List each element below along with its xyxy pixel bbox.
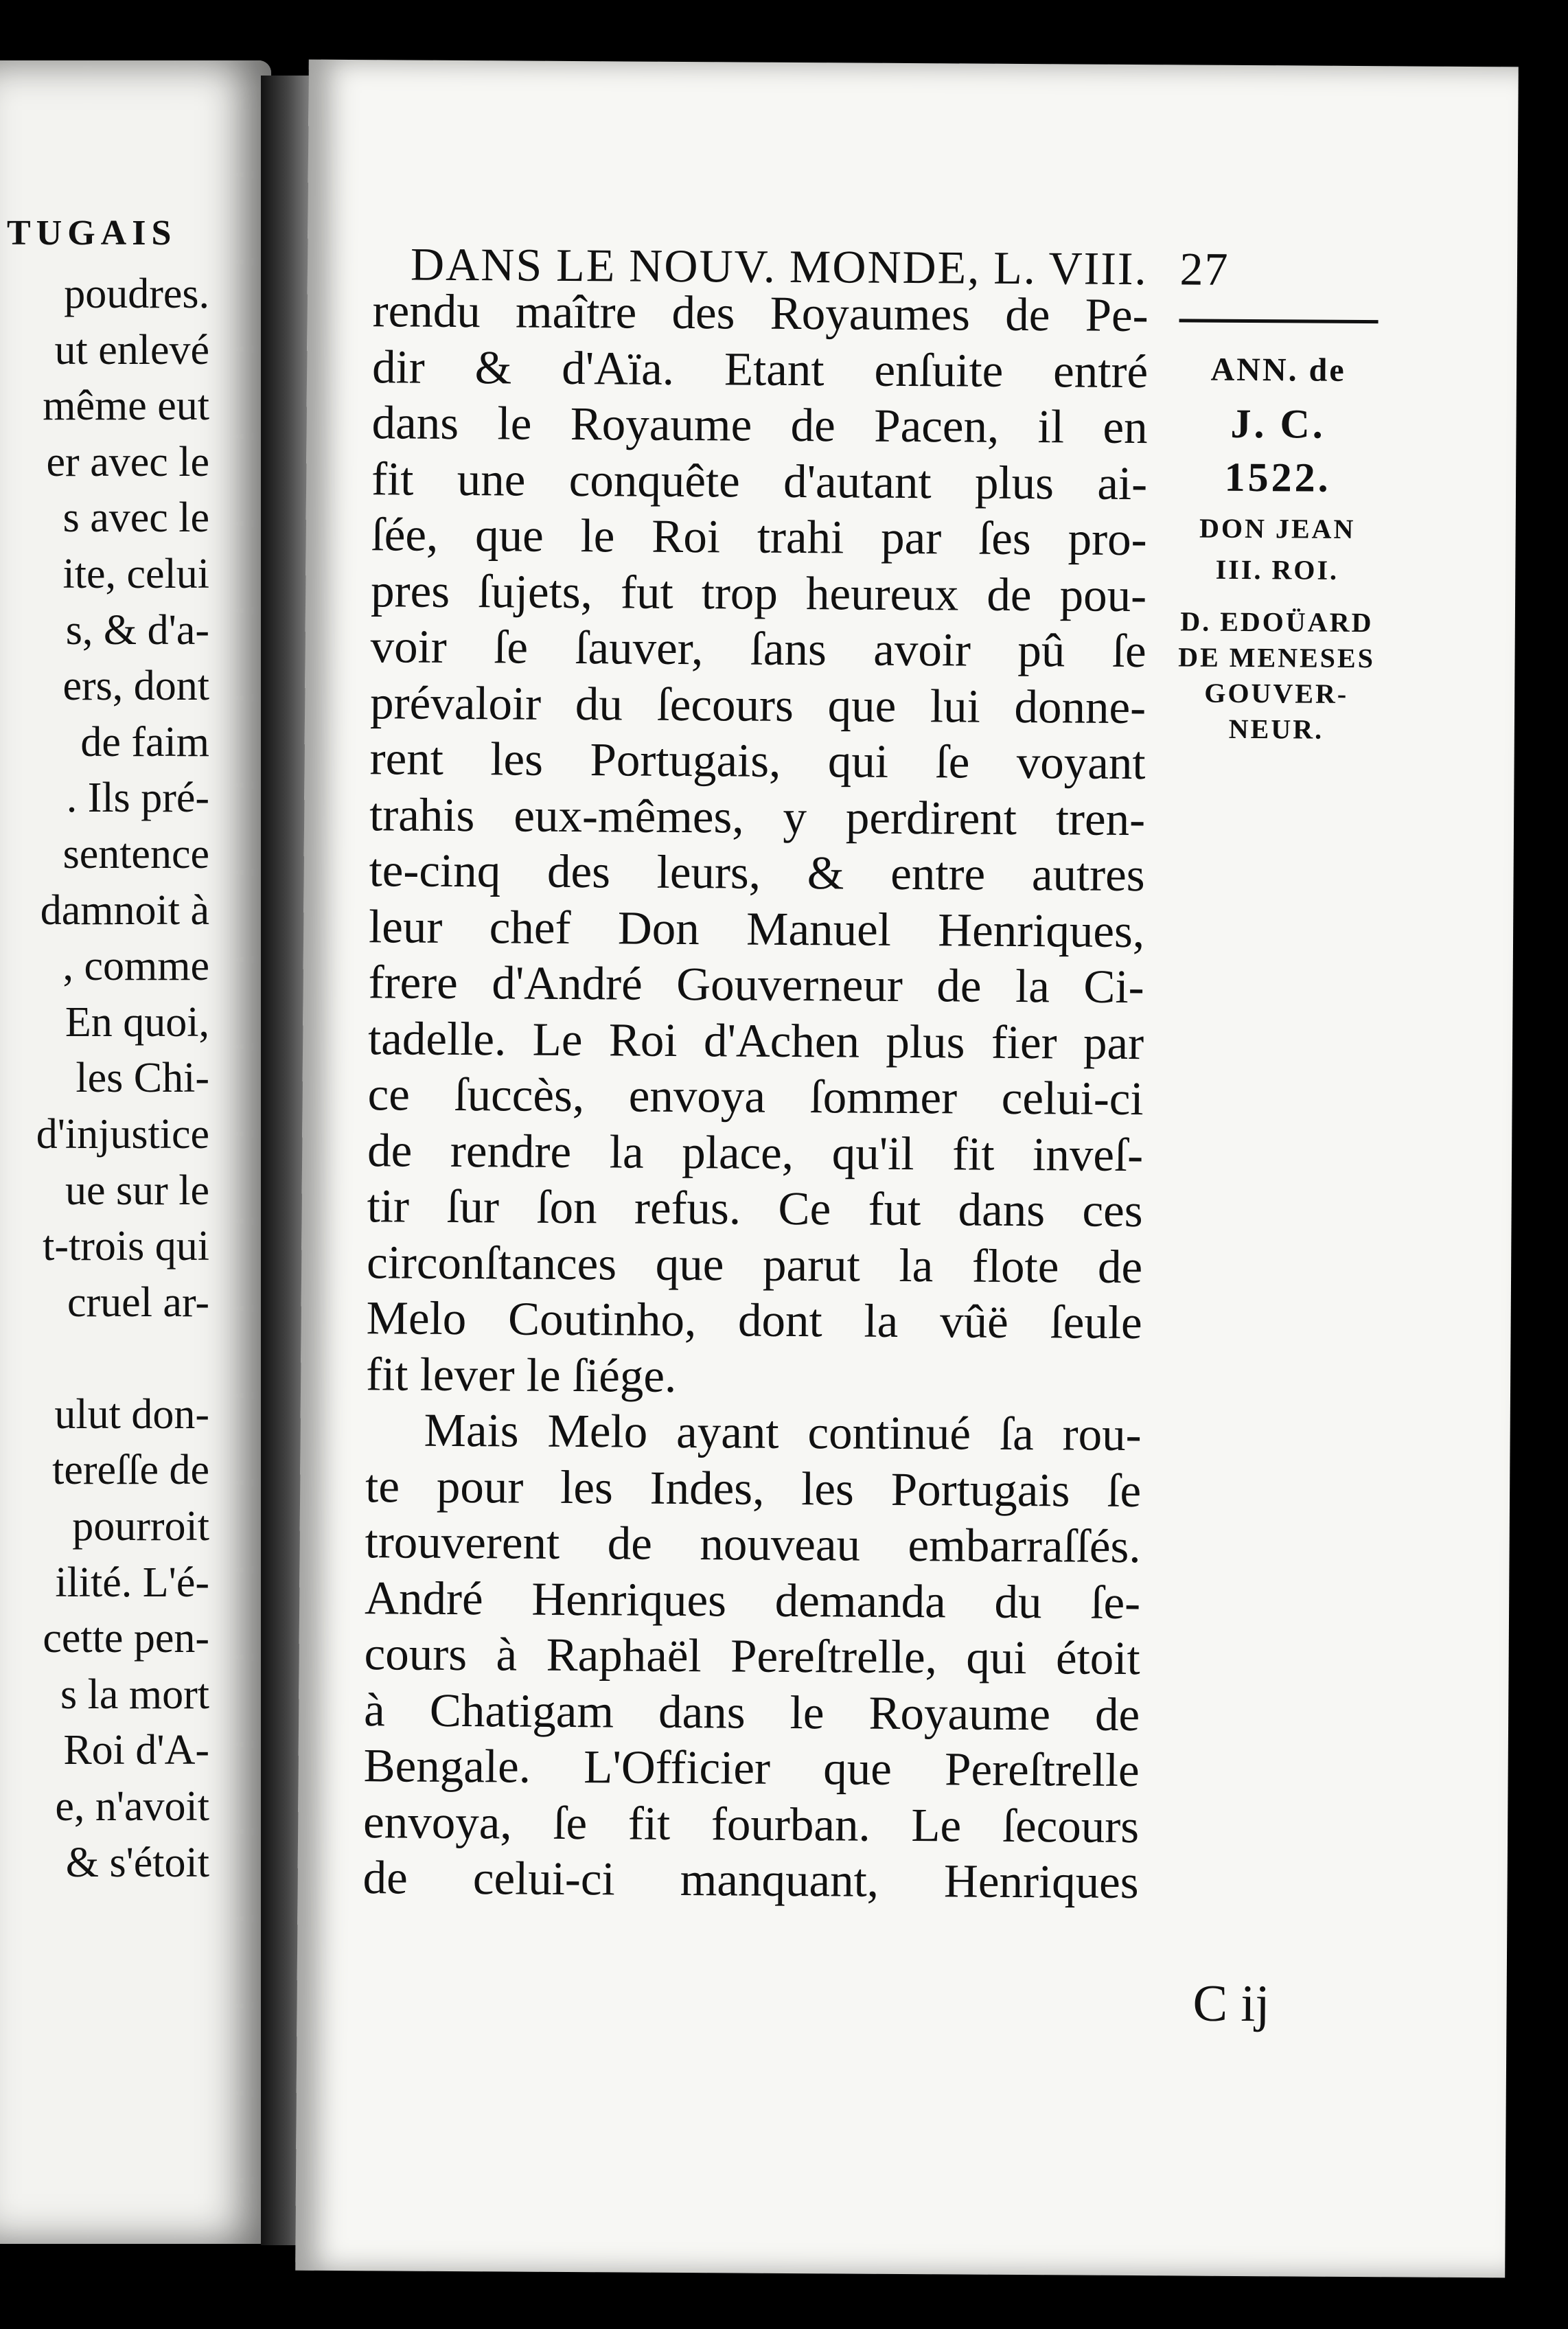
margin-gov-2: DE MENESES — [1178, 641, 1376, 674]
text-line: Bengale. L'Officier que Pereſtrelle — [363, 1739, 1140, 1797]
text-line: & s'étoit — [65, 1839, 209, 1886]
text-line: damnoit à — [40, 886, 209, 934]
text-line: s, & d'a- — [65, 606, 209, 654]
running-head-title: DANS LE NOUV. MONDE, L. VIII. — [410, 238, 1148, 295]
text-line: pres ſujets, fut trop heureux de pou- — [370, 564, 1147, 621]
text-line: dir & d'Aïa. Etant enſuite entré — [371, 340, 1149, 398]
text-line: cette pen- — [43, 1615, 209, 1662]
margin-king-2: III. ROI. — [1215, 553, 1339, 586]
text-line: envoya, ſe fit fourban. Le ſecours — [362, 1795, 1140, 1852]
margin-gov-1: D. EDOÜARD — [1180, 606, 1374, 639]
text-line: te pour les Indes, les Portugais ſe — [365, 1459, 1142, 1517]
text-line: ilité. L'é- — [55, 1559, 209, 1606]
text-line: à Chatigam dans le Royaume de — [363, 1683, 1140, 1741]
text-line: Roi d'A- — [63, 1727, 209, 1774]
paragraph-end-line: fit lever le ſiége. — [365, 1347, 677, 1402]
text-line: t-trois qui — [43, 1223, 209, 1270]
text-line: même eut — [43, 382, 209, 430]
margin-notes — [1160, 343, 1396, 748]
text-line: ce ſuccès, envoya ſommer celui-ci — [367, 1068, 1144, 1125]
text-line: ue sur le — [65, 1167, 209, 1214]
text-line: les Chi- — [76, 1055, 209, 1102]
body-text — [362, 283, 1148, 1910]
text-line: pourroit — [72, 1503, 209, 1550]
text-line: ulut don- — [54, 1390, 209, 1438]
text-line: de celui-ci manquant, Henriques — [362, 1851, 1139, 1909]
text-line: Melo Coutinho, dont la vûë ſeule — [366, 1292, 1142, 1349]
text-line-blank — [0, 1331, 209, 1387]
text-line: frere d'André Gouverneur de la Ci- — [368, 956, 1144, 1013]
text-line: poudres. — [64, 271, 209, 317]
text-line: tadelle. Le Roi d'Achen plus fier par — [367, 1011, 1144, 1069]
margin-gov-3: GOUVER- — [1204, 677, 1349, 709]
left-running-head: TUGAIS — [7, 214, 177, 253]
signature-mark: C ij — [1192, 1974, 1270, 2033]
text-line: fit une conquête d'autant plus ai- — [371, 452, 1148, 509]
margin-ann: ANN. de — [1210, 351, 1346, 389]
text-line: s avec le — [62, 494, 209, 542]
text-line: d'injustice — [36, 1110, 209, 1158]
text-line: sentence — [62, 830, 209, 877]
text-line: trahis eux-mêmes, y perdirent tren- — [369, 788, 1146, 845]
text-line: te-cinq des leurs, & entre autres — [369, 844, 1145, 902]
text-line: . Ils pré- — [66, 775, 209, 822]
text-line: trouverent de nouveau embarraſſés. — [365, 1515, 1141, 1573]
text-line: ers, dont — [62, 663, 209, 710]
margin-jc: J. C. — [1230, 400, 1326, 447]
text-line: ite, celui — [62, 550, 209, 597]
margin-gov-4: NEUR. — [1228, 713, 1324, 745]
text-line: ut enlevé — [54, 326, 209, 374]
text-line: cruel ar- — [67, 1278, 209, 1326]
text-line: rendu maître des Royaumes de Pe- — [372, 284, 1149, 342]
text-line: tereſſe de — [52, 1447, 209, 1494]
text-line: leur chef Don Manuel Henriques, — [368, 899, 1145, 957]
text-line: prévaloir du ſecours que lui donne- — [369, 676, 1146, 733]
text-line: , comme — [62, 943, 209, 990]
right-page — [295, 60, 1519, 2278]
text-line: de rendre la place, qu'il fit inveſ- — [367, 1123, 1144, 1181]
page-number: 27 — [1179, 242, 1230, 295]
text-line: tir ſur ſon refus. Ce fut dans ces — [367, 1180, 1143, 1237]
left-page — [0, 60, 271, 2244]
text-line: André Henriques demanda du ſe- — [364, 1571, 1141, 1629]
text-line: s la mort — [60, 1671, 209, 1718]
text-line: e, n'avoit — [55, 1783, 209, 1831]
paragraph-start-line: Mais Melo ayant continué ſa rou- — [424, 1403, 1142, 1461]
left-page-text — [0, 266, 209, 1891]
text-line: En quoi, — [65, 998, 209, 1046]
text-line: er avec le — [46, 438, 209, 485]
margin-rule — [1179, 319, 1379, 323]
text-line: voir ſe ſauver, ſans avoir pû ſe — [370, 620, 1146, 678]
margin-king-1: DON JEAN — [1199, 512, 1356, 544]
text-line: dans le Royaume de Pacen, il en — [371, 396, 1148, 454]
text-line: circonſtances que parut la flote de — [366, 1235, 1143, 1293]
margin-year: 1522. — [1224, 454, 1331, 501]
text-line: ſée, que le Roi trahi par ſes pro- — [371, 508, 1147, 566]
text-line: rent les Portugais, qui ſe voyant — [369, 732, 1146, 790]
text-line: de faim — [80, 718, 209, 766]
text-line: cours à Raphaël Pereſtrelle, qui étoit — [364, 1627, 1140, 1685]
